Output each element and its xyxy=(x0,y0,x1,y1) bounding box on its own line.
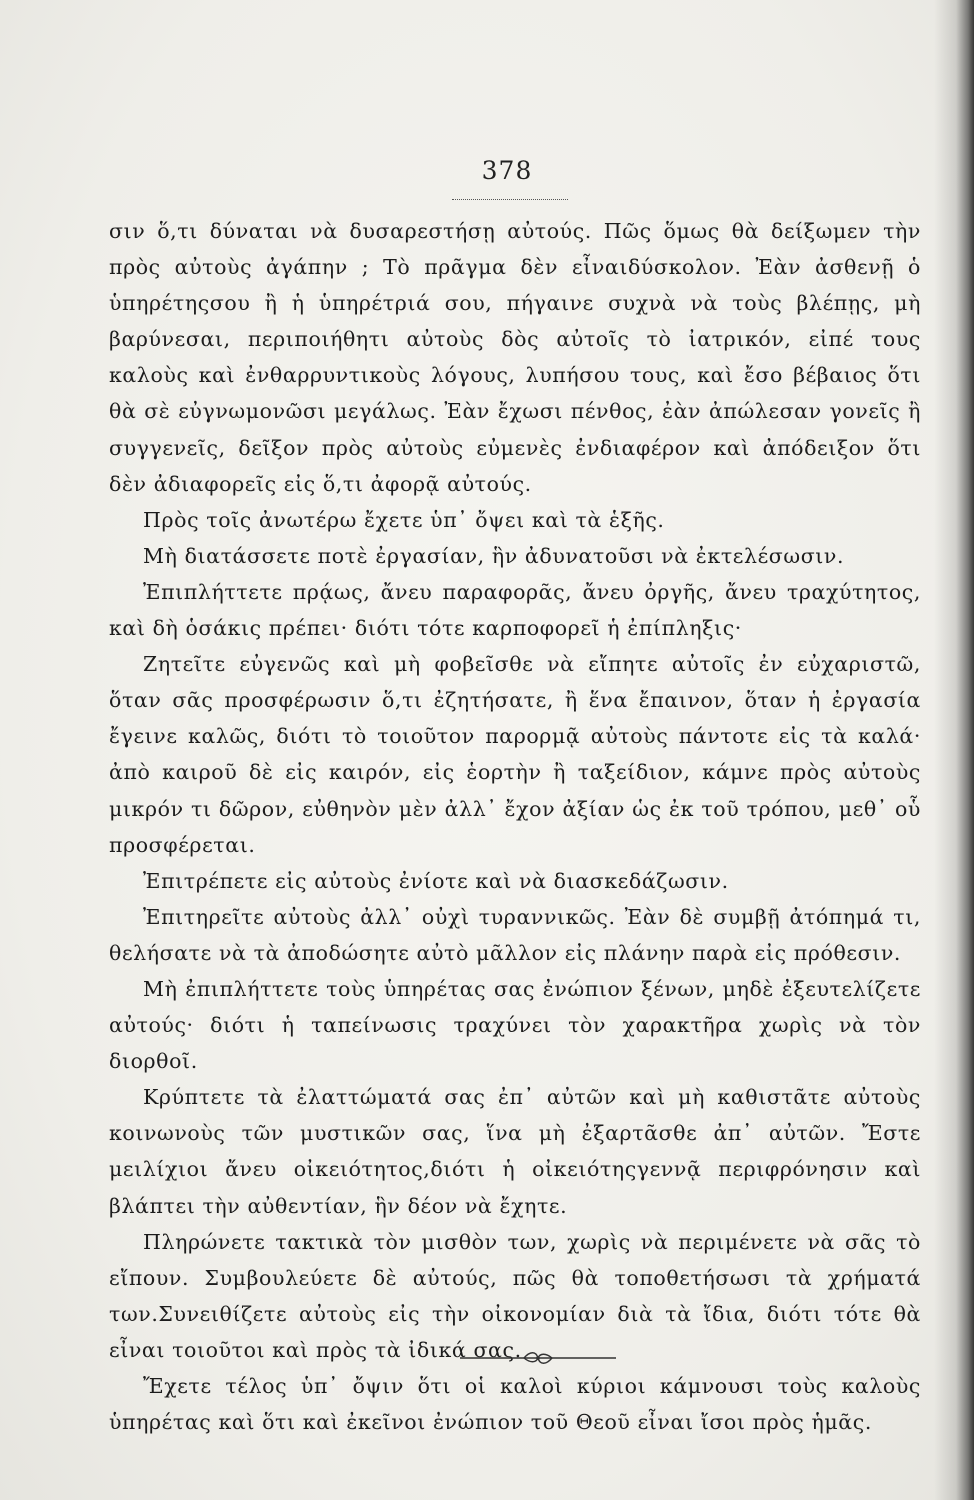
paragraph: Μὴ διατάσσετε ποτὲ ἐργασίαν, ἣν ἀδυνατοῦσι νὰ ἐκτελέσωσιν. xyxy=(143,543,845,568)
paragraph: Μὴ ἐπιπλήττετε τοὺς ὑπηρέτας σας ἐνώπιον ξένων, μηδὲ ἐξευτελίζετε αὐτούς· διότι ἡ ταπείνωσις τραχύνει τὸν χαρακτῆρα χωρὶς νὰ τὸν διορθοῖ. xyxy=(109,976,921,1074)
paragraph: Πρὸς τοῖς ἀνωτέρω ἔχετε ὑπ᾿ ὄψει καὶ τὰ ἑξῆς. xyxy=(143,507,665,532)
paragraph: Ἐπιτρέπετε εἰς αὐτοὺς ἐνίοτε καὶ νὰ διασκεδάζωσιν. xyxy=(143,868,729,893)
paragraph: Κρύπτετε τὰ ἐλαττώματά σας ἐπ᾿ αὐτῶν καὶ μὴ καθιστᾶτε αὐτοὺς κοινωνοὺς τῶν μυστικῶν σας, ἵνα μὴ ἐξαρτᾶσθε ἀπ᾿ αὐτῶν. Ἔστε μειλίχιοι ἄνευ οἰκειότητος,διότι ἡ οἰκειότηςγεννᾷ περιφρόνησιν καὶ βλάπτει τὴν αὐθεντίαν, ἣν δέον νὰ ἔχητε. xyxy=(109,1085,921,1218)
paragraph: Ζητεῖτε εὐγενῶς καὶ μὴ φοβεῖσθε νὰ εἴπητε αὐτοῖς ἐν εὐχαριστῶ, ὅταν σᾶς προσφέρωσιν ὅ,τι ἐζητήσατε, ἢ ἕνα ἔπαινον, ὅταν ἡ ἐργασία ἔγεινε καλῶς, διότι τὸ τοιοῦτον παρορμᾷ αὐτοὺς πάντοτε εἰς τὰ καλά· ἀπὸ καιροῦ δὲ εἰς καιρόν, εἰς ἑορτὴν ἢ ταξείδιον, κάμνε πρὸς αὐτοὺς μικρόν τι δῶρον, εὐθηνὸν μὲν ἀλλ᾿ ἔχον ἀξίαν ὡς ἐκ τοῦ τρόπου, μεθ᾿ οὗ προσφέρεται. xyxy=(109,652,921,857)
paragraph: Ἔχετε τέλος ὑπ᾿ ὄψιν ὅτι οἱ καλοὶ κύριοι κάμνουσι τοὺς καλοὺς ὑπηρέτας καὶ ὅτι καὶ ἐκεῖνοι ἐνώπιον τοῦ Θεοῦ εἶναι ἴσοι πρὸς ἡμᾶς. xyxy=(109,1374,921,1435)
body-text xyxy=(109,213,921,1440)
page-edge-shadow xyxy=(934,0,974,1500)
paragraph: Ἐπιπλήττετε πρᾴως, ἄνευ παραφορᾶς, ἄνευ ὀργῆς, ἄνευ τραχύτητος, καὶ δὴ ὁσάκις πρέπει· διότι τότε καρποφορεῖ ἡ ἐπίπληξις· xyxy=(109,579,921,641)
page-number: 378 xyxy=(481,156,533,185)
paragraph: Πληρώνετε τακτικὰ τὸν μισθὸν των, χωρὶς νὰ περιμένετε νὰ σᾶς τὸ εἴπουν. Συμβουλεύετε δὲ αὐτούς, πῶς θὰ τοποθετήσωσι τὰ χρήματά των.Συνειθίζετε αὐτοὺς εἰς τὴν οἰκονομίαν διὰ τὰ ἴδια, διότι τότε θὰ εἶναι τοιοῦτοι καὶ πρὸς τὰ ἰδικά σας. xyxy=(109,1229,921,1362)
paragraph: Ἐπιτηρεῖτε αὐτοὺς ἀλλ᾿ οὐχὶ τυραννικῶς. Ἐὰν δὲ συμβῇ ἀτόπημά τι, θελήσατε νὰ τὰ ἀποδώσητε αὐτὸ μᾶλλον εἰς πλάνην παρὰ εἰς πρόθεσιν. xyxy=(109,904,921,965)
tailpiece-ornament xyxy=(458,1350,618,1366)
paragraph: σιν ὅ,τι δύναται νὰ δυσαρεστήσῃ αὐτούς. Πῶς ὅμως θὰ δείξωμεν τὴν πρὸς αὐτοὺς ἀγάπην ; Τὸ πρᾶγμα δὲν εἶναιδύσκολον. Ἐὰν ἀσθενῇ ὁ ὑπηρέτηςσου ἢ ἡ ὑπηρέτριά σου, πήγαινε συχνὰ νὰ τοὺς βλέπῃς, μὴ βαρύνεσαι, περιποιήθητι αὐτοὺς δὸς αὐτοῖς τὸ ἰατρικόν, εἰπέ τους καλοὺς καὶ ἐνθαρρυντικοὺς λόγους, λυπήσου τους, καὶ ἔσο βέβαιος ὅτι θὰ σὲ εὐγνωμονῶσι μεγάλως. Ἐὰν ἔχωσι πένθος, ἐὰν ἀπώλεσαν γονεῖς ἢ συγγενεῖς, δεῖξον πρὸς αὐτοὺς εὐμενὲς ἐνδιαφέρον καὶ ἀπόδειξον ὅτι δὲν ἀδιαφορεῖς εἰς ὅ,τι ἀφορᾷ αὐτούς. xyxy=(109,219,921,496)
ornament-dot xyxy=(536,1356,540,1360)
page-number-rule xyxy=(452,199,568,200)
